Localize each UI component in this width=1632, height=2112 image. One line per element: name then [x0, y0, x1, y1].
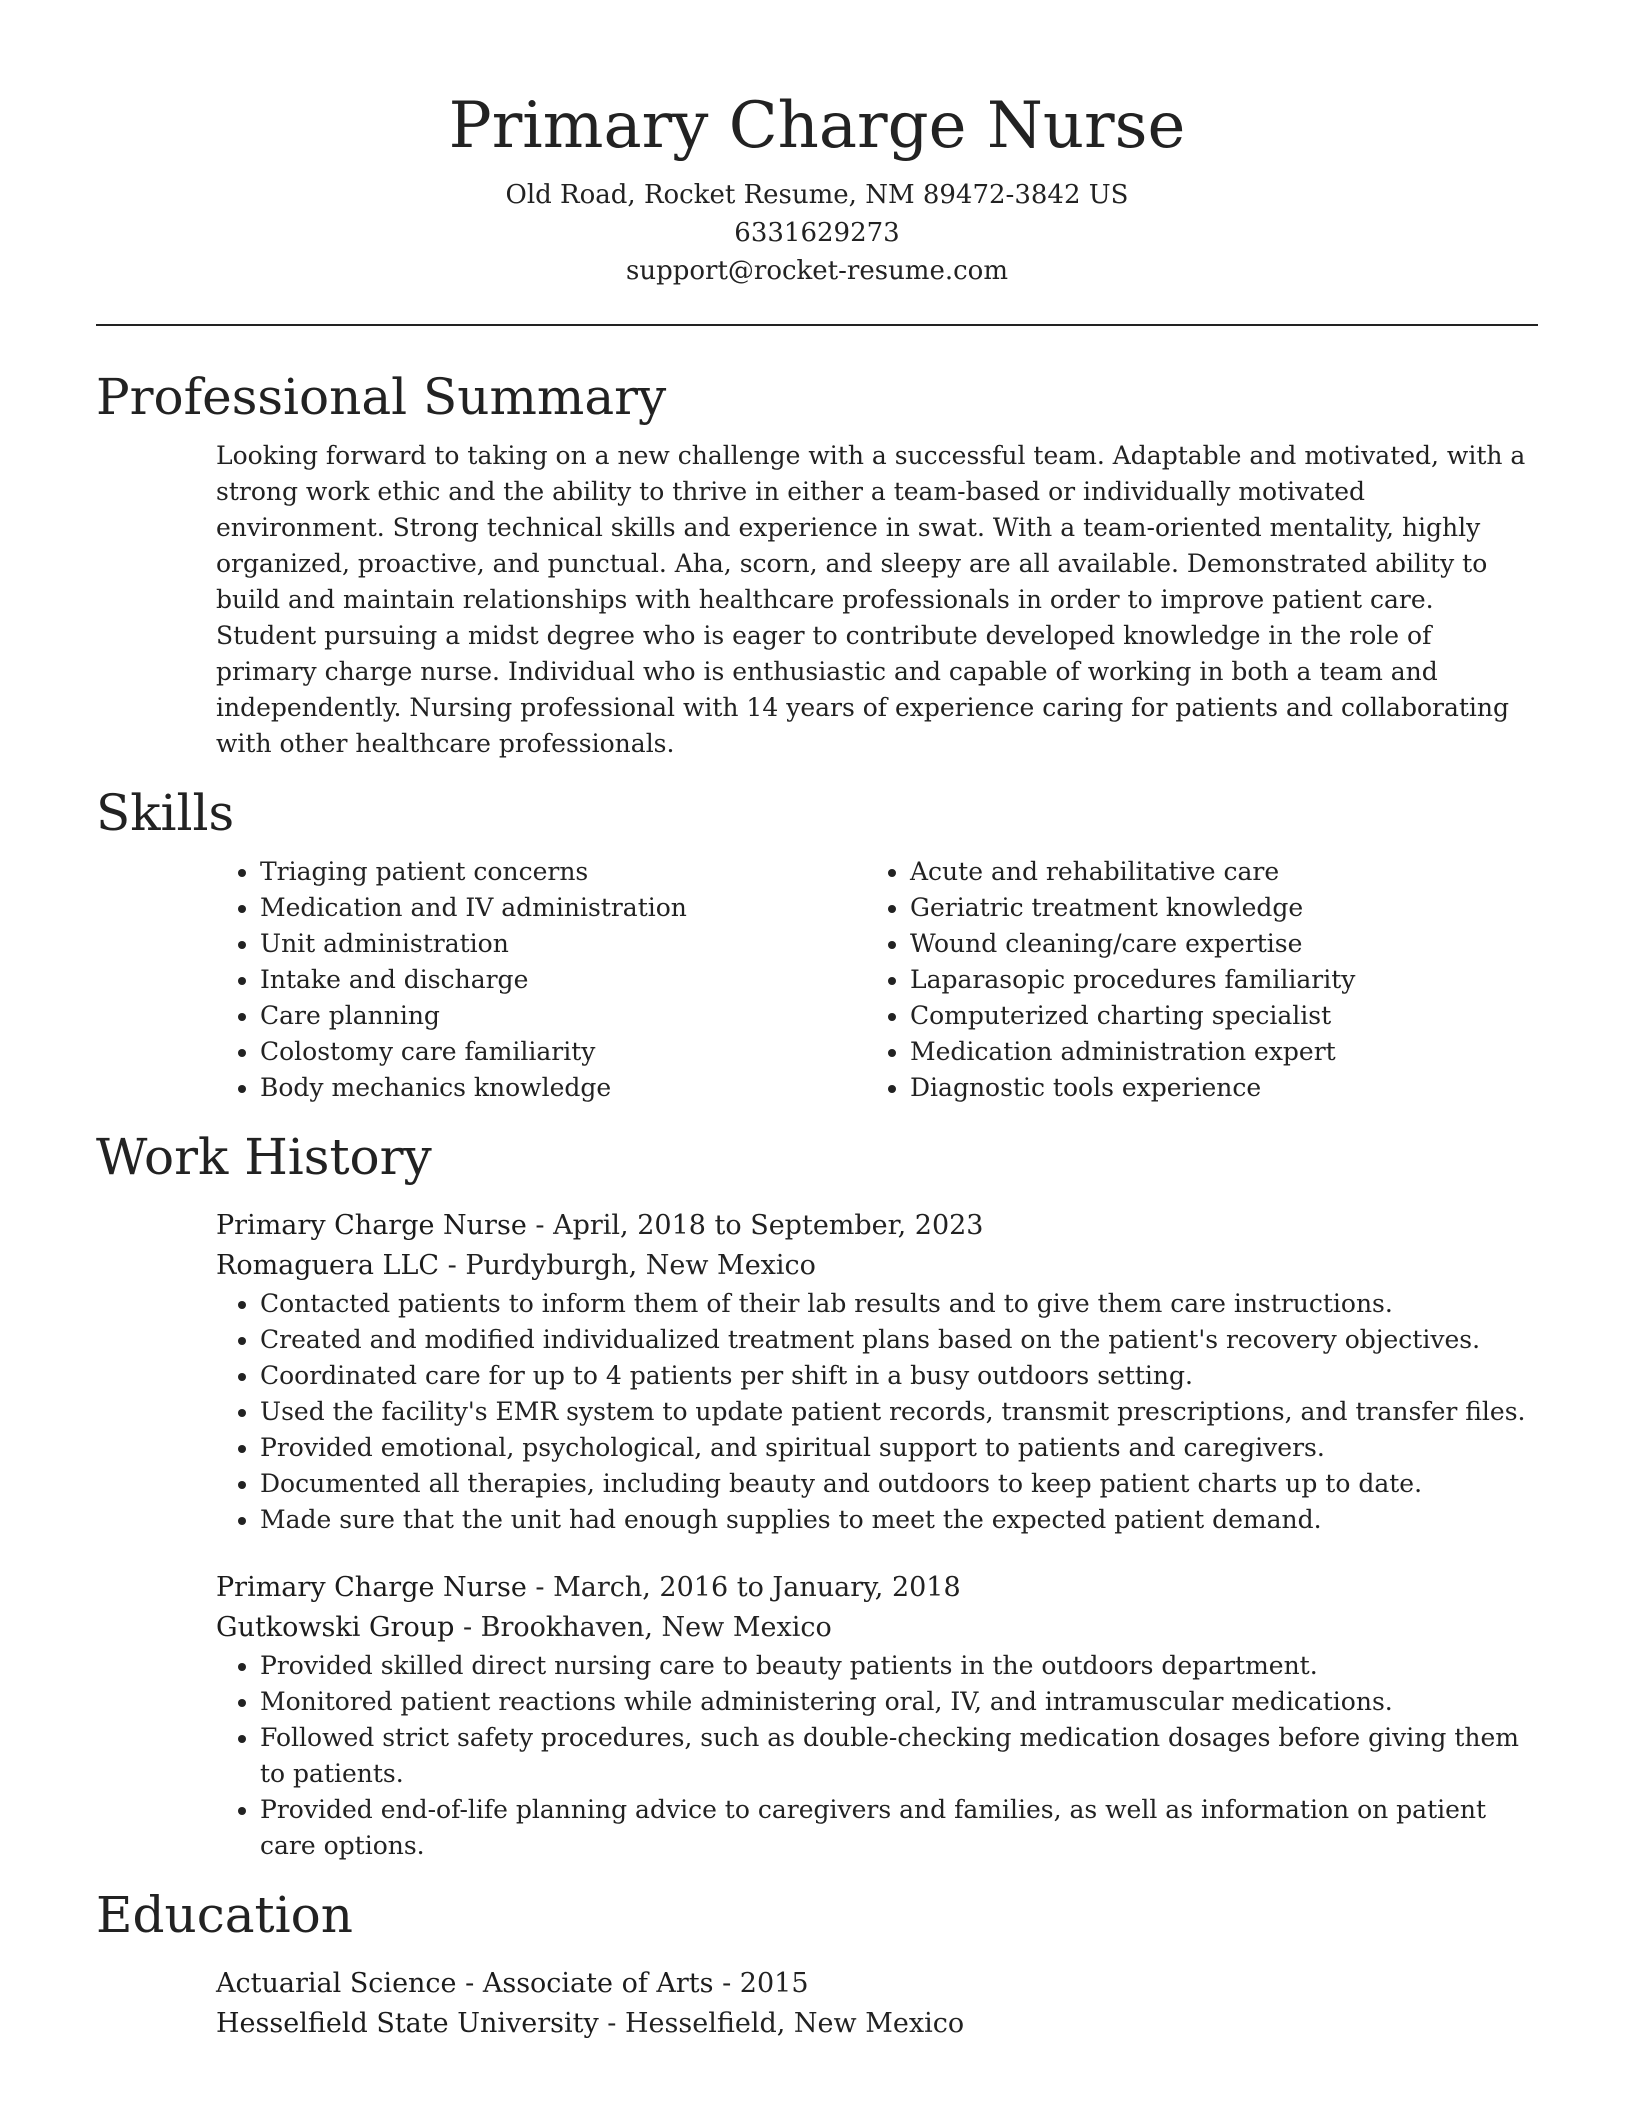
skill-item: • Medication and IV administration: [260, 890, 866, 926]
education-field: Actuarial Science: [216, 1968, 457, 1999]
job-title-line: [216, 1206, 1538, 1246]
education-year: - 2015: [713, 1968, 809, 1999]
skill-item: • Medication administration expert: [910, 1034, 1516, 1070]
skill-item: • Acute and rehabilitative care: [910, 854, 1516, 890]
skills-list-left: [216, 854, 866, 1106]
work-history-section: [96, 1126, 1538, 1864]
job-duty: • Followed strict safety procedures, such as double-checking medication dosages before giving them to patients.: [260, 1720, 1538, 1792]
skills-grid: [216, 854, 1538, 1106]
skill-item: • Laparasopic procedures familiarity: [910, 962, 1516, 998]
contact-address: Old Road, Rocket Resume, NM 89472-3842 US: [505, 180, 1129, 210]
job-title-line: [216, 1568, 1538, 1608]
job-duties-list: [216, 1286, 1538, 1538]
job-duty: • Provided emotional, psychological, and spiritual support to patients and caregivers.: [260, 1430, 1538, 1466]
skill-item: • Body mechanics knowledge: [260, 1070, 866, 1106]
job-dates: - March, 2016 to January, 2018: [526, 1572, 961, 1603]
job-company-line: [216, 1246, 1538, 1286]
job-company: Romaguera LLC: [216, 1250, 440, 1281]
education-location: - Hesselfield, New Mexico: [598, 2008, 965, 2039]
contact-email: support@rocket-resume.com: [625, 256, 1008, 286]
summary-title: Professional Summary: [96, 368, 667, 426]
job-duties-list: [216, 1648, 1538, 1864]
job-company-line: [216, 1608, 1538, 1648]
summary-text: Looking forward to taking on a new challenge with a successful team. Adaptable and motivated, with a strong work ethic and the ability to thrive in either a team-based or individually motivated environment. Strong technical skills and experience in swat. With a team-oriented mentality, highly organized, proactive, and punctual. Aha, scorn, and sleepy are all available. Demonstrated ability to build and maintain relationships with healthcare professionals in order to improve patient care. Student pursuing a midst degree who is eager to contribute developed knowledge in the role of primary charge nurse. Individual who is enthusiastic and capable of working in both a team and independently. Nursing professional with 14 years of experience caring for patients and collaborating with other healthcare professionals.: [216, 441, 1526, 758]
skill-item: • Diagnostic tools experience: [910, 1070, 1516, 1106]
job-dates: - April, 2018 to September, 2023: [526, 1210, 984, 1241]
skills-list-right: [866, 854, 1516, 1106]
skills-title: Skills: [96, 784, 235, 842]
job-duty: • Made sure that the unit had enough supplies to meet the expected patient demand.: [260, 1502, 1538, 1538]
education-degree-line: [216, 1964, 1538, 2004]
job-duty: • Used the facility's EMR system to update patient records, transmit prescriptions, and transfer files.: [260, 1394, 1538, 1430]
job-entry: [216, 1206, 1538, 1538]
skills-column-right: [866, 854, 1516, 1106]
education-school-line: [216, 2004, 1538, 2044]
job-duty: • Documented all therapies, including beauty and outdoors to keep patient charts up to date.: [260, 1466, 1538, 1502]
work-history-title: Work History: [96, 1128, 432, 1186]
contact-phone: 6331629273: [734, 218, 900, 248]
job-duty: • Monitored patient reactions while administering oral, IV, and intramuscular medications.: [260, 1684, 1538, 1720]
resume-header: [96, 0, 1538, 290]
skill-item: • Triaging patient concerns: [260, 854, 866, 890]
job-role: Primary Charge Nurse: [216, 1572, 527, 1603]
education-title: Education: [96, 1886, 353, 1944]
skill-item: • Geriatric treatment knowledge: [910, 890, 1516, 926]
header-divider: [96, 324, 1538, 326]
skill-item: • Unit administration: [260, 926, 866, 962]
job-duty: • Created and modified individualized treatment plans based on the patient's recovery objectives.: [260, 1322, 1538, 1358]
education-degree: - Associate of Arts: [456, 1968, 714, 1999]
skills-column-left: [216, 854, 866, 1106]
job-duty: • Provided skilled direct nursing care to beauty patients in the outdoors department.: [260, 1648, 1538, 1684]
summary-section: [96, 366, 1538, 762]
contact-block: [96, 176, 1538, 290]
education-school: Hesselfield State University: [216, 2008, 599, 2039]
education-section: [96, 1884, 1538, 2044]
job-duty: • Coordinated care for up to 4 patients per shift in a busy outdoors setting.: [260, 1358, 1538, 1394]
job-entry: [216, 1568, 1538, 1864]
skill-item: • Wound cleaning/care expertise: [910, 926, 1516, 962]
skill-item: • Care planning: [260, 998, 866, 1034]
skill-item: • Computerized charting specialist: [910, 998, 1516, 1034]
candidate-name: Primary Charge Nurse: [448, 89, 1186, 163]
job-location: - Purdyburgh, New Mexico: [439, 1250, 816, 1281]
resume-page: [96, 0, 1538, 2044]
job-duty: • Provided end-of-life planning advice to caregivers and families, as well as information on patient care options.: [260, 1792, 1538, 1864]
skill-item: • Colostomy care familiarity: [260, 1034, 866, 1070]
job-location: - Brookhaven, New Mexico: [454, 1612, 832, 1643]
skill-item: • Intake and discharge: [260, 962, 866, 998]
skills-section: [96, 782, 1538, 1106]
job-role: Primary Charge Nurse: [216, 1210, 527, 1241]
job-company: Gutkowski Group: [216, 1612, 455, 1643]
job-duty: • Contacted patients to inform them of their lab results and to give them care instructions.: [260, 1286, 1538, 1322]
education-entry: [216, 1964, 1538, 2044]
